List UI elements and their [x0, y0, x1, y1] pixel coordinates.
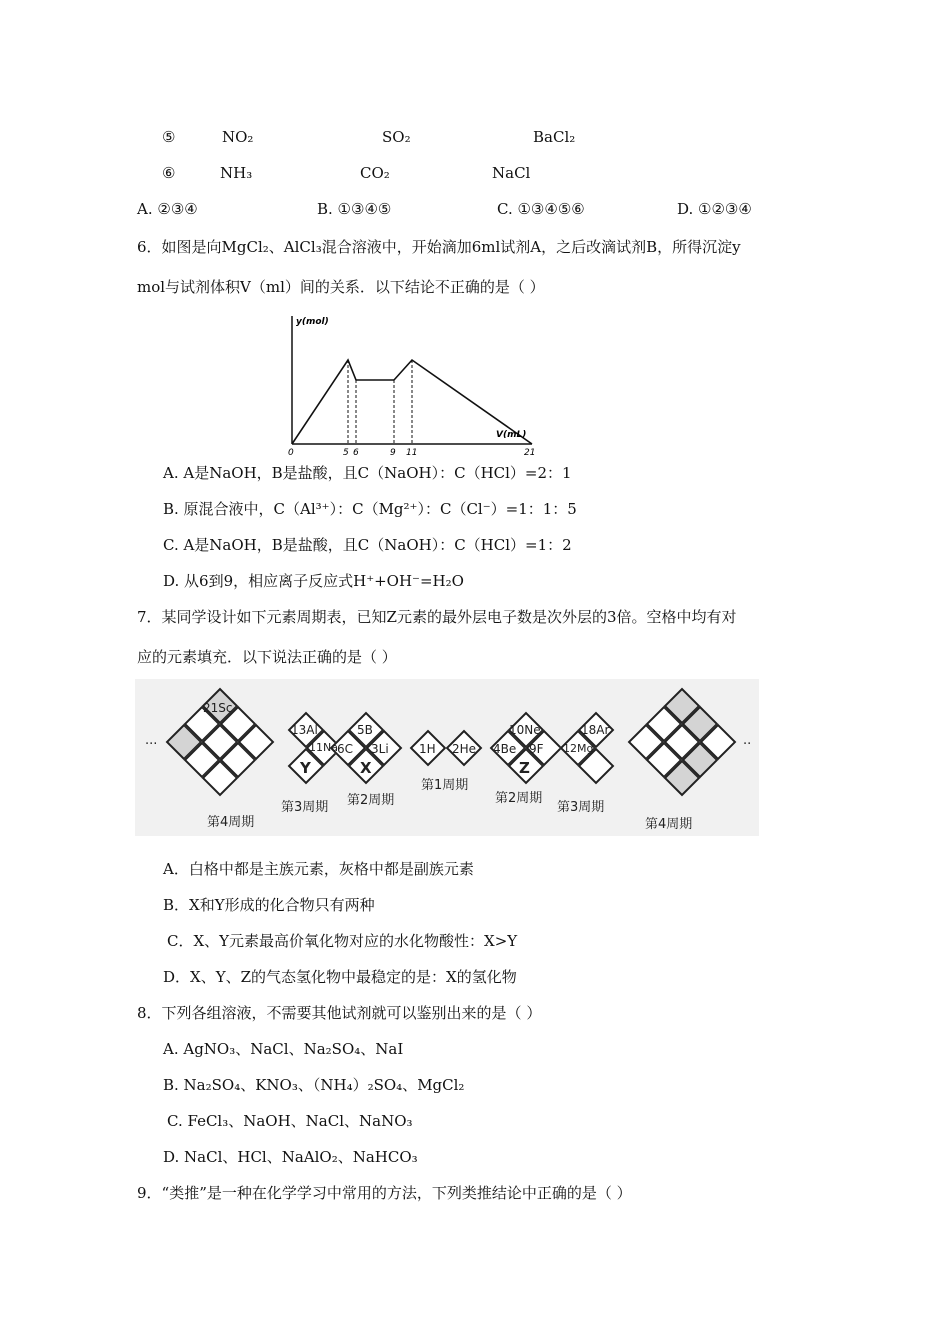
- row5-c: BaCl₂: [533, 128, 576, 146]
- element-13al: 13Al: [291, 723, 318, 737]
- q5-option-d: D. ①②③④: [677, 200, 752, 218]
- graph-tick-6: 6: [353, 448, 359, 458]
- element-1h: 1H: [419, 742, 436, 756]
- row6-c: NaCl: [492, 164, 531, 182]
- element-z: Z: [519, 759, 530, 777]
- graph-tick-11: 11: [406, 448, 418, 458]
- graph-tick-5: 5: [343, 448, 349, 458]
- q7-stem-line2: 应的元素填充．以下说法正确的是（ ）: [137, 648, 397, 666]
- q5-option-c: C. ①③④⑤⑥: [497, 200, 585, 218]
- element-9f: 9F: [529, 742, 544, 756]
- row5-a: NO₂: [222, 128, 254, 146]
- q6-stem-line1: 6．如图是向MgCl₂、AlCl₃混合溶液中，开始滴加6ml试剂A，之后改滴试剂B，所得沉淀y: [137, 238, 741, 256]
- q7-option-d: D．X、Y、Z的气态氢化物中最稳定的是：X的氢化物: [163, 968, 517, 986]
- ellipsis-right: ··: [743, 737, 752, 752]
- q5-option-b: B. ①③④⑤: [317, 200, 392, 218]
- element-3li: 3Li: [371, 742, 389, 756]
- element-y: Y: [300, 759, 311, 777]
- q8-stem: 8．下列各组溶液，不需要其他试剂就可以鉴别出来的是（ ）: [137, 1004, 542, 1022]
- period-1: 第1周期: [421, 778, 469, 793]
- graph-origin: 0: [288, 448, 294, 458]
- period-3-left: 第3周期: [281, 800, 329, 815]
- element-6c: 6C: [337, 742, 354, 756]
- row5-num: ⑤: [162, 128, 176, 146]
- graph-tick-21: 21: [524, 448, 536, 458]
- q7-stem-line1: 7．某同学设计如下元素周期表，已知Z元素的最外层电子数是次外层的3倍。空格中均有对: [137, 608, 737, 626]
- q9-stem: 9．“类推”是一种在化学学习中常用的方法，下列类推结论中正确的是（ ）: [137, 1184, 632, 1202]
- period-2-right: 第2周期: [495, 791, 543, 806]
- q7-option-c: C．X、Y元素最高价氧化物对应的水化物酸性：X>Y: [167, 932, 518, 950]
- period-4-left: 第4周期: [207, 815, 255, 830]
- element-x: X: [360, 759, 372, 777]
- element-11na: 11Na: [309, 741, 338, 754]
- q8-option-a: A. AgNO₃、NaCl、Na₂SO₄、NaI: [163, 1040, 404, 1058]
- element-2he: 2He: [452, 742, 477, 756]
- q8-option-d: D. NaCl、HCl、NaAlO₂、NaHCO₃: [163, 1148, 418, 1166]
- element-18ar: 18Ar: [581, 723, 610, 737]
- element-4be: 4Be: [493, 742, 517, 756]
- row6-num: ⑥: [162, 164, 176, 182]
- q6-option-d: D. 从6到9，相应离子反应式H⁺+OH⁻=H₂O: [163, 572, 464, 590]
- element-10ne: 10Ne: [509, 723, 541, 737]
- row6-a: NH₃: [220, 164, 253, 182]
- element-12mg: 12Mg: [563, 742, 594, 755]
- q7-option-b: B．X和Y形成的化合物只有两种: [163, 896, 375, 914]
- ellipsis-left: ···: [145, 737, 158, 752]
- graph-tick-9: 9: [390, 448, 396, 458]
- graph-xlabel: V(mL): [496, 430, 527, 440]
- q6-stem-line2: mol与试剂体积V（ml）间的关系．以下结论不正确的是（ ）: [137, 278, 545, 296]
- q5-option-a: A. ②③④: [137, 200, 198, 218]
- q6-option-c: C. A是NaOH，B是盐酸，且C（NaOH）：C（HCl）=1：2: [163, 536, 572, 554]
- q6-graph: [280, 312, 540, 458]
- period-4-right: 第4周期: [645, 817, 693, 832]
- q6-option-a: A. A是NaOH，B是盐酸，且C（NaOH）：C（HCl）=2：1: [163, 464, 572, 482]
- periodic-table-figure: [135, 679, 759, 836]
- q7-option-a: A．白格中都是主族元素，灰格中都是副族元素: [163, 860, 474, 878]
- period-2-left: 第2周期: [347, 793, 395, 808]
- element-5b: 5B: [357, 723, 373, 737]
- element-21sc: 21Sc: [203, 701, 233, 715]
- period-3-right: 第3周期: [557, 800, 605, 815]
- row6-b: CO₂: [360, 164, 390, 182]
- row5-b: SO₂: [382, 128, 411, 146]
- q8-option-c: C. FeCl₃、NaOH、NaCl、NaNO₃: [167, 1112, 413, 1130]
- q6-option-b: B. 原混合液中，C（Al³⁺）：C（Mg²⁺）：C（Cl⁻）=1：1：5: [163, 500, 577, 518]
- graph-ylabel: y(mol): [296, 317, 329, 327]
- q8-option-b: B. Na₂SO₄、KNO₃、（NH₄）₂SO₄、MgCl₂: [163, 1076, 465, 1094]
